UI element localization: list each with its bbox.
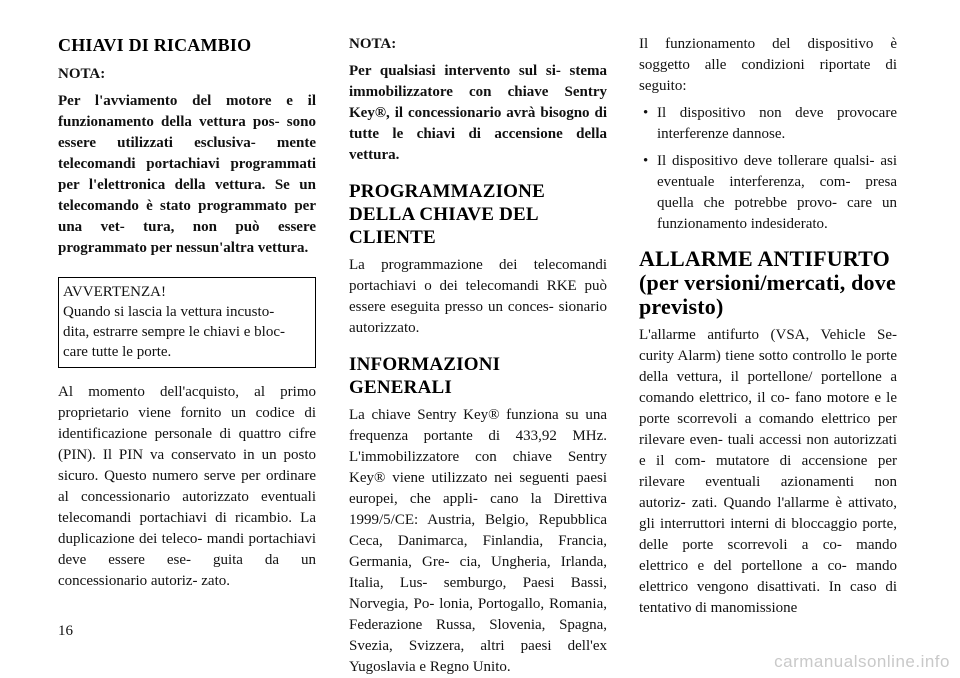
warning-box — [58, 277, 316, 368]
heading-key-programming: PROGRAMMAZIONE DELLA CHIAVE DEL CLIENTE — [349, 181, 545, 248]
general-info-paragraph: La chiave Sentry Key® funziona su una frequenza portante di 433,92 MHz. L'immobilizzatore con chiave Sentry Key® viene utilizzato nei seguenti paesi europei, che appli- cano la Direttiva 1999/5/CE: Austria, Belgio, Repubblica Ceca, Danimarca, Finlandia, Francia, Germania, Gre- cia, Ungheria, Irlanda, Italia, Lus- semburgo, Paesi Bassi, Norvegia, Po- lonia, Portogallo, Romania, Federazione Russa, Slovenia, Spagna, Svezia, Svizzera, altri paesi dell'ex Yugoslavia e Regno Unito. — [349, 407, 607, 675]
pin-paragraph: Al momento dell'acquisto, al primo proprietario viene fornito un codice di identificazione personale di quattro cifre (PIN). Il PIN va conservato in un posto sicuro. Questo numero serve per ordinare al concessionario autorizzato eventuali telecomandi portachiavi di ricambio. La duplicazione dei teleco- mandi portachiavi deve essere ese- guita da un concessionario autoriz- zato. — [58, 384, 316, 589]
note-text: Per l'avviamento del motore e il funzionamento della vettura pos- sono essere utilizzati esclusiva- mente telecomandi portachiavi programmati per l'elettronica della vettura. Se un telecomando è stato programmato per una vet- tura, non può essere programmato per nessun'altra vettura. — [58, 93, 316, 256]
note-label: NOTA: — [349, 36, 397, 52]
note-label: NOTA: — [58, 66, 106, 82]
conditions-list — [639, 103, 897, 235]
column-middle — [349, 34, 607, 678]
bullet-icon: • — [643, 153, 649, 169]
bullet-icon: • — [643, 105, 649, 121]
page-number: 16 — [58, 623, 73, 639]
list-item: • Il dispositivo deve tollerare qualsi- asi eventuale interferenza, com- presa quella che potrebbe provo- care un funzionamento indesiderato. — [643, 153, 897, 232]
warning-title: AVVERTENZA! — [63, 284, 166, 300]
list-item: • Il dispositivo non deve provocare interferenze dannose. — [643, 105, 897, 142]
warning-text: Quando si lascia la vettura incusto- dita, estrarre sempre le chiavi e bloc- care tutte le porte. — [63, 304, 285, 360]
note-text: Per qualsiasi intervento sul si- stema immobilizzatore con chiave Sentry Key®, il concessionario avrà bisogno di tutte le chiavi di accensione della vettura. — [349, 63, 607, 163]
heading-antitheft-alarm: ALLARME ANTIFURTO (per versioni/mercati, dove previsto) — [639, 246, 896, 319]
heading-spare-keys: CHIAVI DI RICAMBIO — [58, 35, 252, 55]
column-left — [58, 34, 316, 592]
watermark: carmanualsonline.info — [774, 652, 950, 671]
conditions-intro: Il funzionamento del dispositivo è soggetto alle condizioni riportate di seguito: — [639, 36, 897, 94]
column-right — [639, 34, 897, 625]
alarm-paragraph: L'allarme antifurto (VSA, Vehicle Se- curity Alarm) tiene sotto controllo le porte della vettura, il portellone/ portellone a comando elettrico, il co- fano motore e le porte scorrevoli a comando elettrico per rilevare even- tuali accessi non autorizzati e il com- mutatore di accensione per rilevare eventuali azionamenti non autoriz- zati. Quando l'allarme è attivato, gli interruttori interni di bloccaggio porte, delle porte scorrevoli a co- mando elettrico e del portellone a co- mando elettrico vengono disattivati. In caso di tentativo di manomissione — [639, 327, 897, 616]
programming-paragraph: La programmazione dei telecomandi portachiavi o dei telecomandi RKE può essere eseguita presso un conces- sionario autorizzato. — [349, 257, 607, 336]
heading-general-info: INFORMAZIONI GENERALI — [349, 354, 501, 398]
